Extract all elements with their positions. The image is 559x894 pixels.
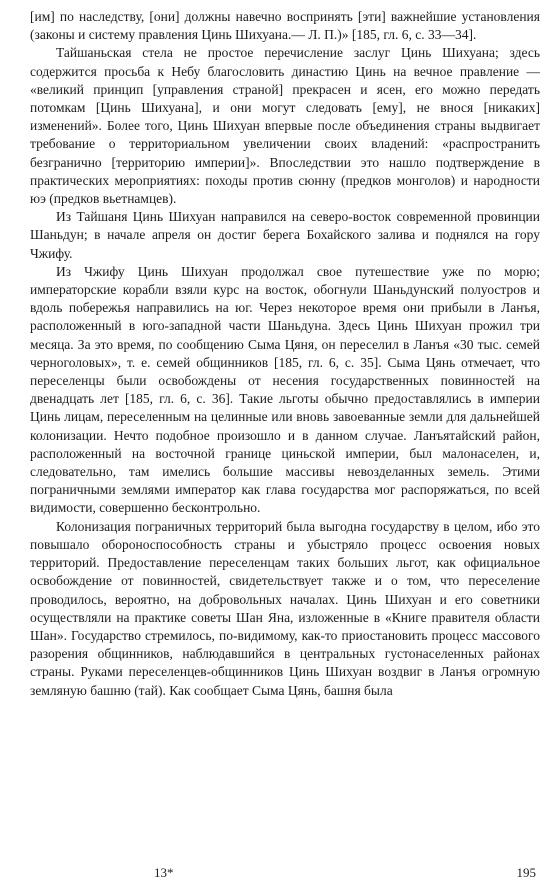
paragraph-colonization: Колонизация пограничных территорий была выгодна государству в целом, ибо это повышало обороноспособность страны и убыстряло процесс освоения новых территорий. Предоставление переселенцам таких больших льгот, как официальное освобождение от повинностей, свидетельствует также и о том, что переселение проводилось, вероятно, на добровольных началах. Цинь Шихуан и его советники осуществляли на практике советы Шан Яна, изложенные в «Книге правителя области Шан». Государство стремилось, по-видимому, как-то приостановить процесс массового разорения общинников, наблюдавшийся в центральных густонаселенных районах страны. Руками переселенцев-общинников Цинь Шихуан воздвиг в Ланъя огромную земляную башню (тай). Как сообщает Сыма Цянь, башня была [30,518,540,698]
signature-mark: 13* [154,864,174,880]
page-number: 195 [516,864,536,880]
page-footer [30,862,540,882]
book-page [30,8,540,886]
paragraph-continuation: [им] по наследству, [они] должны навечно воспринять [эти] важнейшие установления (законы и систему правления Цинь Шихуана.— Л. П.)» [185, гл. 6, с. 33—34]. [30,9,540,43]
paragraph-journey-zhifu: Из Тайшаня Цинь Шихуан направился на северо-восток современной провинции Шаньдун; в начале апреля он достиг берега Бохайского залива и поднялся на гору Чжифу. [30,209,540,261]
paragraph-taishan-stele: Тайшаньская стела не простое перечисление заслуг Цинь Шихуана; здесь содержится просьба к Небу благословить династию Цинь на вечное правление — «великий принцип [управления страной] прекрасен и ясен, его можно передать потомкам [Цинь Шихуана], и они могут следовать [ему], не внося [никаких] изменений». Более того, Цинь Шихуан впервые после объединения страны выдвигает требование о территориальном увеличении своих владений: «распространить безгранично [территорию империи]». Впоследствии это нашло подтверждение в практических мероприятиях: походы против сюнну (предков монголов) и народности юэ (предков вьетнамцев). [30,45,540,207]
paragraph-langya: Из Чжифу Цинь Шихуан продолжал свое путешествие уже по морю; императорские корабли взяли курс на восток, обогнули Шаньдунский полуостров и вдоль побережья направились на юг. Через некоторое время они прибыли в Ланъя, расположенный в юго-западной части Шаньдуна. Здесь Цинь Шихуан прожил три месяца. За это время, по сообщению Сыма Цяня, он переселил в Ланъя «30 тыс. семей черноголовых», т. е. семей общинников [185, гл. 6, с. 35]. Сыма Цянь отмечает, что переселенцы были освобождены от несения государственных повинностей на двенадцать лет [185, гл. 6, с. 36]. Такие льготы обычно предоставлялись в империи Цинь лицам, переселенным на целинные или вновь завоеванные земли для дальнейшей колонизации. Нечто подобное произошло и в данном случае. Ланъятайский район, расположенный на восточной границе циньской империи, был малонаселен, и, следовательно, там имелись большие массивы невозделанных земель. Этими пограничными землями император как глава государства мог распоряжаться, по всей видимости, совершенно бесконтрольно. [30,263,540,516]
